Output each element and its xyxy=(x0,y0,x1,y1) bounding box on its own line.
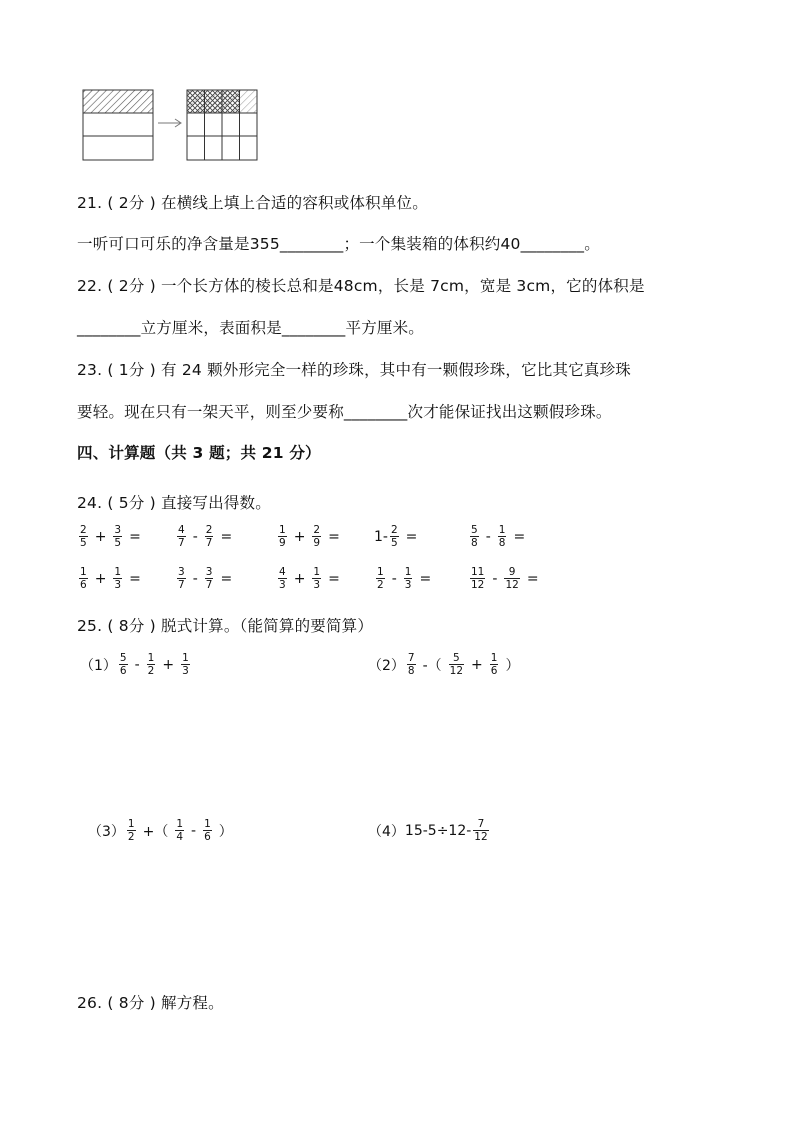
fraction xyxy=(470,566,485,591)
fraction xyxy=(376,566,385,591)
operator: + xyxy=(293,528,306,545)
fraction xyxy=(407,652,416,677)
equals-sign: = xyxy=(513,528,526,545)
numerator: 2 xyxy=(313,524,321,536)
denominator: 6 xyxy=(490,665,498,677)
fraction-figure xyxy=(80,88,260,168)
equals-sign: = xyxy=(328,528,340,545)
fraction xyxy=(278,524,287,549)
fraction xyxy=(177,524,186,549)
denominator: 3 xyxy=(279,579,286,591)
equals-sign: = xyxy=(328,570,340,587)
numerator: 7 xyxy=(477,818,485,830)
fraction xyxy=(404,566,413,591)
q24-expression xyxy=(77,524,146,549)
operator: - xyxy=(492,570,498,587)
denominator: 12 xyxy=(474,831,488,843)
operator: - xyxy=(192,528,198,545)
fraction xyxy=(473,818,488,843)
fraction xyxy=(470,524,479,549)
equals-sign: = xyxy=(419,570,432,587)
fraction xyxy=(181,652,190,677)
numerator: 3 xyxy=(178,566,185,578)
operator: - xyxy=(391,570,397,587)
problem-label: （4） xyxy=(368,823,405,840)
q25-problem-4 xyxy=(368,818,491,843)
numerator: 5 xyxy=(119,652,127,664)
operator: - xyxy=(485,528,491,545)
denominator: 9 xyxy=(279,537,286,549)
denominator: 2 xyxy=(377,579,384,591)
q24-expression xyxy=(175,524,237,549)
problem-label: （3） xyxy=(88,823,125,840)
numerator: 1 xyxy=(80,566,87,578)
denominator: 3 xyxy=(182,665,189,677)
operator: -（ xyxy=(422,657,442,674)
fraction xyxy=(390,524,399,549)
q25-problem-1 xyxy=(80,652,192,677)
right-grid xyxy=(187,90,257,160)
operator: + xyxy=(471,656,483,673)
q21-heading: 21. ( 2分 ) 在横线上填上合适的容积或体积单位。 xyxy=(77,194,428,212)
numerator: 2 xyxy=(390,524,398,536)
denominator: 5 xyxy=(80,537,87,549)
numerator: 1 xyxy=(279,524,286,536)
fraction xyxy=(490,652,499,677)
fraction xyxy=(205,524,214,549)
numerator: 1 xyxy=(490,652,498,664)
q26-heading: 26. ( 8分 ) 解方程。 xyxy=(77,994,224,1012)
denominator: 7 xyxy=(205,537,213,549)
expression-prefix: 15-5÷12- xyxy=(404,822,472,839)
q23-line2: 要轻。现在只有一架天平，则至少要称________次才能保证找出这颗假珍珠。 xyxy=(77,403,612,421)
numerator: 1 xyxy=(147,652,155,664)
problem-label: （2） xyxy=(368,657,405,674)
fraction xyxy=(79,566,88,591)
denominator: 2 xyxy=(147,665,155,677)
denominator: 8 xyxy=(407,665,415,677)
equals-sign: = xyxy=(129,528,141,545)
operator: - xyxy=(134,656,140,673)
fraction xyxy=(312,524,321,549)
section-4-title: 四、计算题（共 3 题；共 21 分） xyxy=(77,444,321,462)
fraction xyxy=(113,524,122,549)
denominator: 3 xyxy=(404,579,412,591)
expression-prefix: 1- xyxy=(374,528,388,545)
numerator: 1 xyxy=(404,566,412,578)
operator: ） xyxy=(505,657,520,674)
equals-sign: = xyxy=(405,528,418,545)
denominator: 12 xyxy=(505,579,519,591)
numerator: 1 xyxy=(114,566,122,578)
operator: +（ xyxy=(142,823,169,840)
equals-sign: = xyxy=(129,570,141,587)
denominator: 8 xyxy=(498,537,506,549)
fraction xyxy=(113,566,122,591)
fraction xyxy=(449,652,464,677)
q22-line2: ________立方厘米，表面积是________平方厘米。 xyxy=(77,319,425,337)
fraction xyxy=(498,524,507,549)
numerator: 7 xyxy=(407,652,415,664)
q24-expression xyxy=(77,566,146,591)
numerator: 3 xyxy=(114,524,122,536)
numerator: 9 xyxy=(508,566,516,578)
operator: ） xyxy=(218,823,233,840)
denominator: 7 xyxy=(178,537,185,549)
operator: + xyxy=(94,528,107,545)
denominator: 9 xyxy=(313,537,321,549)
q24-expression xyxy=(468,524,530,549)
fraction xyxy=(504,566,519,591)
denominator: 4 xyxy=(176,831,184,843)
denominator: 6 xyxy=(80,579,87,591)
numerator: 1 xyxy=(127,818,135,830)
fraction xyxy=(205,566,214,591)
operator: - xyxy=(191,822,197,839)
numerator: 1 xyxy=(377,566,384,578)
denominator: 12 xyxy=(449,665,464,677)
fraction xyxy=(147,652,156,677)
numerator: 5 xyxy=(471,524,478,536)
denominator: 7 xyxy=(205,579,213,591)
q22-line1: 22. ( 2分 ) 一个长方体的棱长总和是48cm，长是 7cm，宽是 3cm，它的体积是 xyxy=(77,277,645,295)
numerator: 5 xyxy=(453,652,460,664)
problem-label: （1） xyxy=(80,657,117,674)
q23-line1: 23. ( 1分 ) 有 24 颗外形完全一样的珍珠，其中有一颗假珍珠，它比其它真珍珠 xyxy=(77,361,631,379)
q24-expression xyxy=(374,524,422,549)
fraction xyxy=(312,566,321,591)
denominator: 12 xyxy=(471,579,485,591)
denominator: 5 xyxy=(390,537,398,549)
q25-problem-3 xyxy=(88,818,238,843)
numerator: 4 xyxy=(178,524,185,536)
numerator: 3 xyxy=(205,566,213,578)
q24-expression xyxy=(175,566,237,591)
denominator: 3 xyxy=(313,579,321,591)
denominator: 6 xyxy=(119,665,127,677)
denominator: 8 xyxy=(471,537,478,549)
denominator: 3 xyxy=(114,579,122,591)
denominator: 6 xyxy=(204,831,211,843)
equals-sign: = xyxy=(526,570,539,587)
q25-problem-2 xyxy=(368,652,524,677)
numerator: 1 xyxy=(313,566,321,578)
q24-expression xyxy=(276,524,345,549)
denominator: 2 xyxy=(127,831,135,843)
denominator: 7 xyxy=(178,579,185,591)
fraction xyxy=(127,818,136,843)
q24-expression xyxy=(374,566,436,591)
fraction xyxy=(203,818,212,843)
operator: + xyxy=(293,570,306,587)
numerator: 1 xyxy=(498,524,506,536)
denominator: 5 xyxy=(114,537,122,549)
q25-heading: 25. ( 8分 ) 脱式计算。（能简算的要简算） xyxy=(77,617,374,635)
operator: - xyxy=(192,570,198,587)
q24-heading: 24. ( 5分 ) 直接写出得数。 xyxy=(77,494,271,512)
equals-sign: = xyxy=(220,570,233,587)
fraction xyxy=(79,524,88,549)
fraction xyxy=(177,566,186,591)
numerator: 2 xyxy=(80,524,87,536)
fraction xyxy=(278,566,287,591)
left-rectangle xyxy=(83,90,153,160)
numerator: 2 xyxy=(205,524,213,536)
operator: + xyxy=(162,656,175,673)
operator: + xyxy=(94,570,107,587)
fraction xyxy=(175,818,184,843)
equals-sign: = xyxy=(220,528,233,545)
q21-body: 一听可口可乐的净含量是355________；一个集装箱的体积约40________。 xyxy=(77,235,600,253)
right-arrow-icon xyxy=(158,119,181,127)
fraction xyxy=(119,652,128,677)
q24-expression xyxy=(276,566,345,591)
numerator: 1 xyxy=(204,818,211,830)
numerator: 11 xyxy=(471,566,485,578)
numerator: 1 xyxy=(182,652,189,664)
numerator: 4 xyxy=(279,566,286,578)
q24-expression xyxy=(468,566,544,591)
numerator: 1 xyxy=(176,818,184,830)
